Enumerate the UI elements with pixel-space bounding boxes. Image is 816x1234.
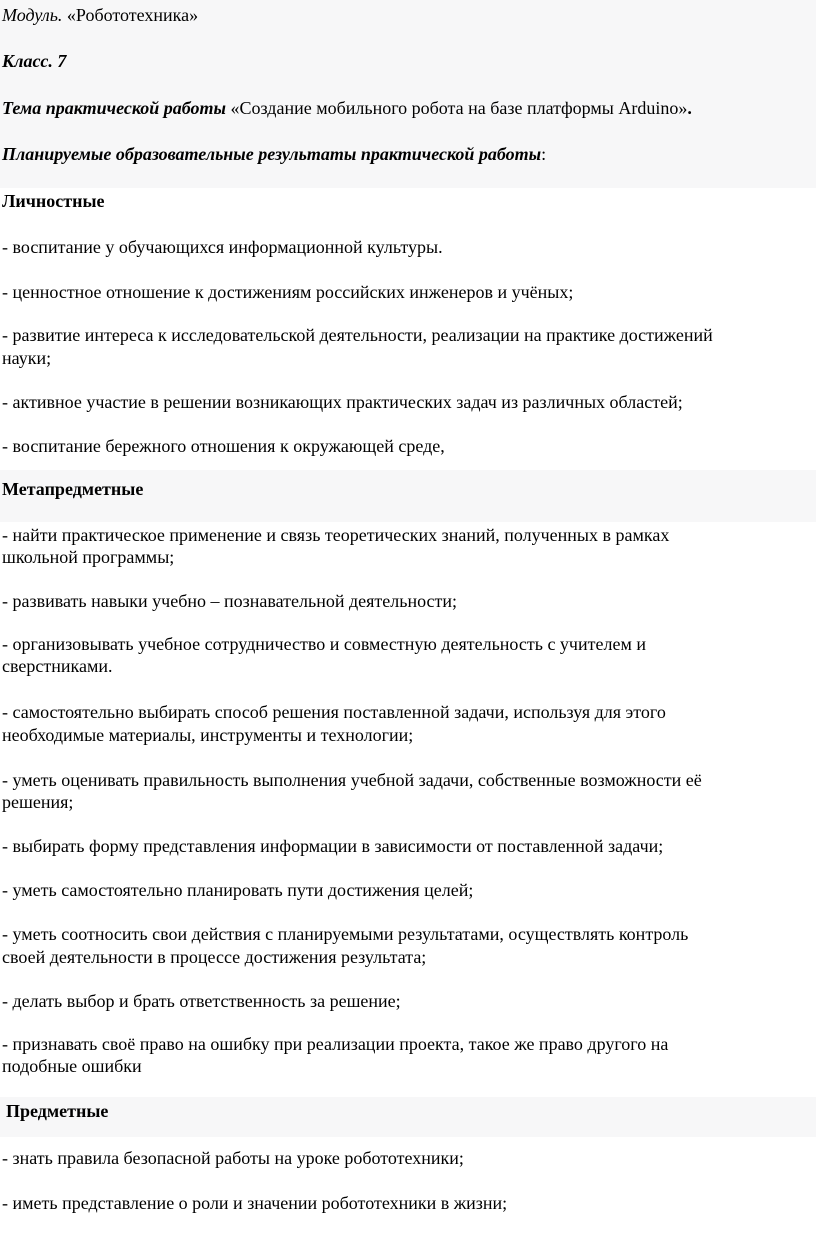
list-item: - развитие интереса к исследовательской деятельности, реализации на практике достижений — [2, 325, 713, 345]
list-item: - признавать своё право на ошибку при реализации проекта, такое же право другого на — [2, 1034, 669, 1054]
list-item: - уметь самостоятельно планировать пути достижения целей; — [2, 880, 474, 900]
list-item: решения; — [2, 792, 74, 812]
list-item: - организовывать учебное сотрудничество и совместную деятельность с учителем и — [2, 634, 646, 654]
topic-label: Тема практической работы — [2, 98, 226, 118]
module-line — [2, 5, 198, 25]
topic-period: . — [687, 98, 692, 118]
topic-value: «Создание мобильного робота на базе платформы Arduino» — [230, 98, 688, 118]
module-value: «Робототехника» — [66, 5, 199, 25]
results-colon: : — [541, 144, 547, 164]
results-line — [2, 144, 546, 164]
list-item: - воспитание у обучающихся информационной культуры. — [2, 237, 443, 257]
list-item: сверстниками. — [2, 656, 113, 676]
list-item: - уметь оценивать правильность выполнения учебной задачи, собственные возможности её — [2, 770, 702, 790]
list-item: подобные ошибки — [2, 1056, 142, 1076]
list-item: - выбирать форму представления информации в зависимости от поставленной задачи; — [2, 836, 664, 856]
class-line: Класс. 7 — [2, 51, 67, 71]
list-item: - делать выбор и брать ответственность за решение; — [2, 991, 401, 1011]
list-item: науки; — [2, 348, 52, 368]
personal-heading: Личностные — [2, 191, 105, 211]
list-item: необходимые материалы, инструменты и технологии; — [2, 725, 414, 745]
module-label: Модуль. — [2, 5, 63, 25]
meta-heading: Метапредметные — [2, 479, 144, 499]
list-item: - уметь соотносить свои действия с планируемыми результатами, осуществлять контроль — [2, 924, 689, 944]
subject-heading: Предметные — [6, 1101, 109, 1121]
results-label: Планируемые образовательные результаты практической работы — [2, 144, 542, 164]
subject-heading-shade — [0, 1097, 816, 1137]
list-item: - иметь представление о роли и значении робототехники в жизни; — [2, 1193, 508, 1213]
list-item: школьной программы; — [2, 547, 175, 567]
list-item: - самостоятельно выбирать способ решения поставленной задачи, используя для этого — [2, 702, 666, 722]
topic-line — [2, 98, 692, 118]
list-item: - активное участие в решении возникающих практических задач из различных областей; — [2, 392, 683, 412]
list-item: - развивать навыки учебно – познавательной деятельности; — [2, 591, 458, 611]
list-item: своей деятельности в процессе достижения результата; — [2, 947, 427, 967]
list-item: - знать правила безопасной работы на уроке робототехники; — [2, 1148, 464, 1168]
list-item: - найти практическое применение и связь теоретических знаний, полученных в рамках — [2, 525, 670, 545]
list-item: - ценностное отношение к достижениям российских инженеров и учёных; — [2, 282, 574, 302]
list-item: - воспитание бережного отношения к окружающей среде, — [2, 436, 445, 456]
